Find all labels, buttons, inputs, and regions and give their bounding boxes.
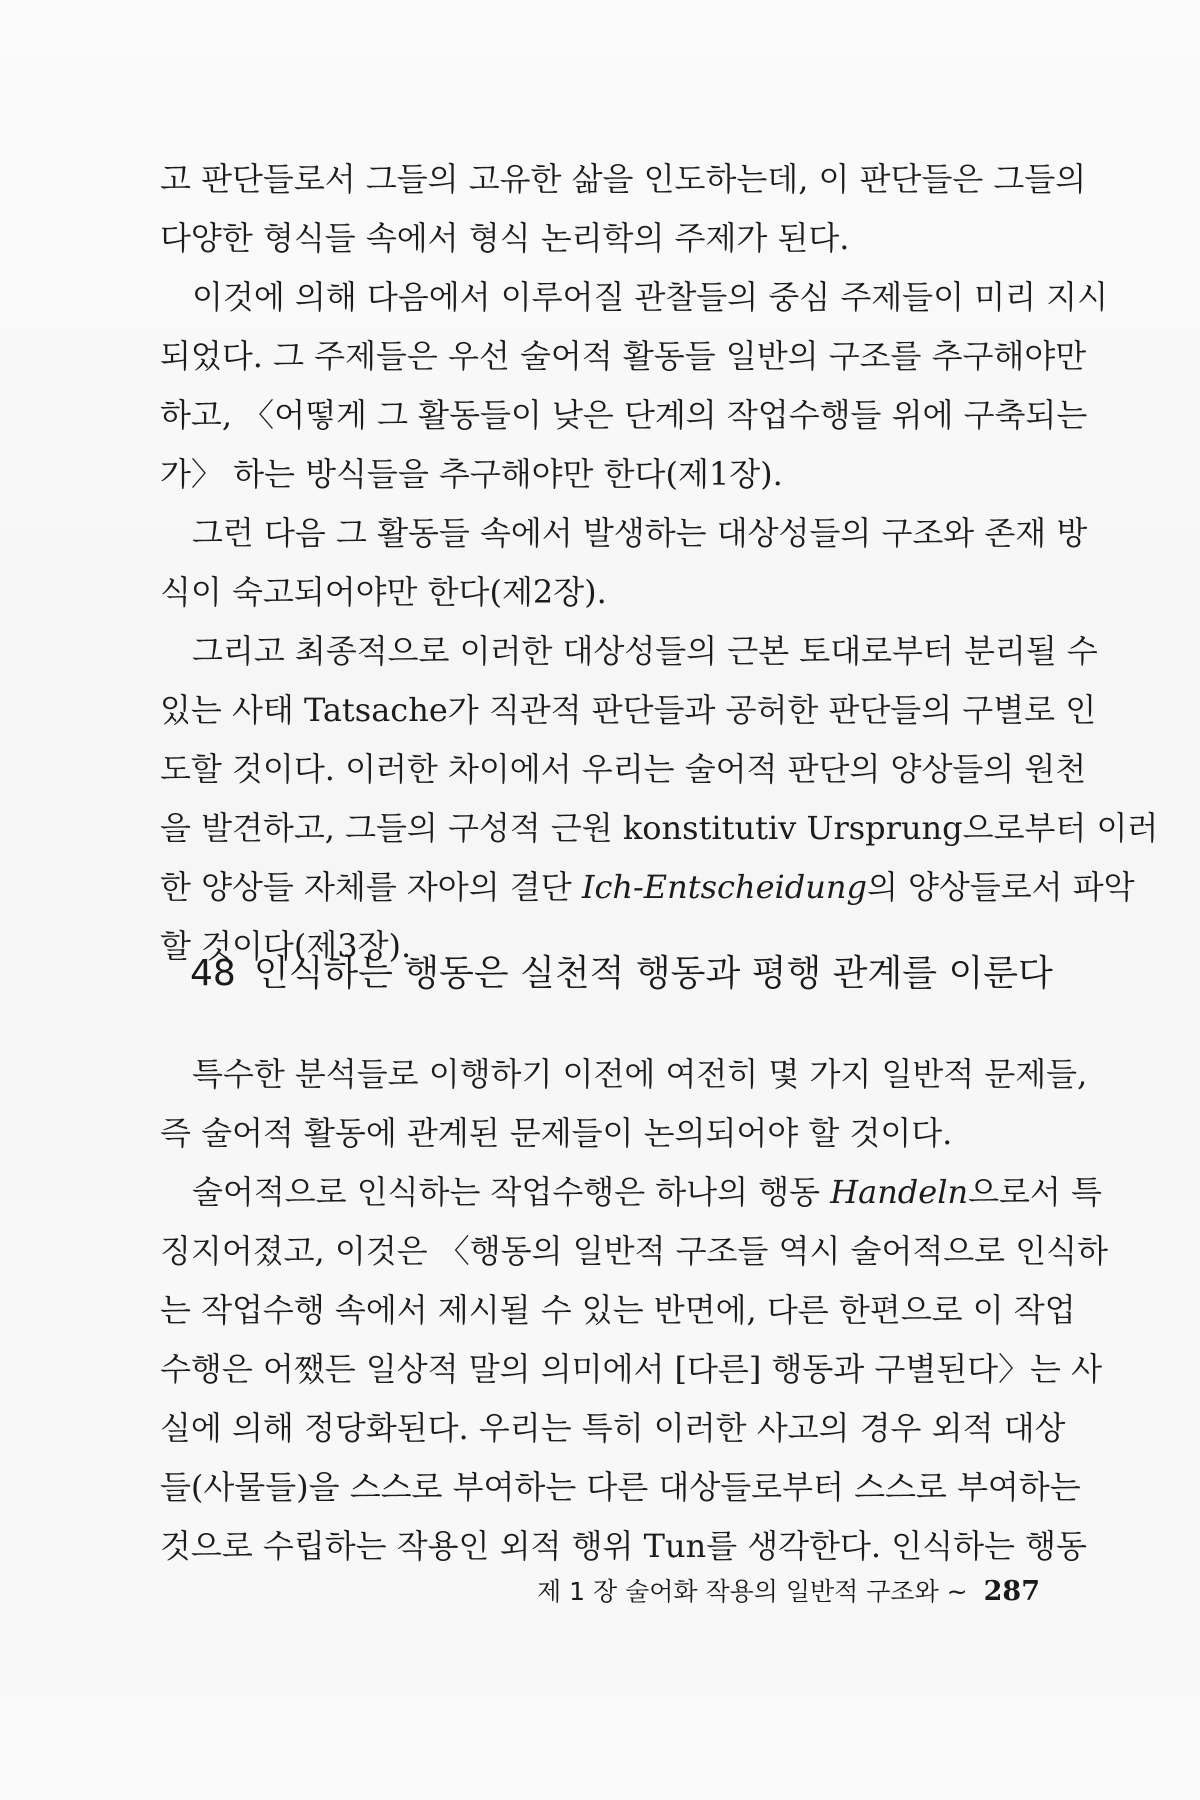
text-line: 을 발견하고, 그들의 구성적 근원 konstitutiv Ursprung으로부터 이러 [160, 809, 1159, 847]
text-line: 고 판단들로서 그들의 고유한 삶을 인도하는데, 이 판단들은 그들의 [160, 160, 1087, 198]
text-line: 있는 사태 Tatsache가 직관적 판단들과 공허한 판단들의 구별로 인 [160, 691, 1097, 729]
text-line: 그런 다음 그 활동들 속에서 발생하는 대상성들의 구조와 존재 방 [192, 514, 1088, 552]
text-line: 들(사물들)을 스스로 부여하는 다른 대상들로부터 스스로 부여하는 [160, 1468, 1081, 1506]
text-line: 즉 술어적 활동에 관계된 문제들이 논의되어야 할 것이다. [160, 1114, 953, 1152]
text-line: 이것에 의해 다음에서 이루어질 관찰들의 중심 주제들이 미리 지시 [192, 278, 1109, 316]
text-fragment: 으로서 특 [968, 1173, 1102, 1211]
section-heading [190, 945, 1053, 996]
text-fragment: 한 양상들 자체를 자아의 결단 [160, 868, 582, 906]
text-line: 징지어졌고, 이것은 〈행동의 일반적 구조들 역시 술어적으로 인식하 [160, 1232, 1109, 1270]
text-line: 가〉 하는 방식들을 추구해야만 한다(제1장). [160, 455, 783, 493]
text-fragment: 술어적으로 인식하는 작업수행은 하나의 행동 [192, 1173, 831, 1211]
running-head: 제 1 장 술어화 작용의 일반적 구조와 ~ [537, 1577, 968, 1606]
text-line: 수행은 어쨌든 일상적 말의 의미에서 [다른] 행동과 구별된다〉는 사 [160, 1350, 1103, 1388]
section-number: 48 [190, 953, 236, 994]
section-title: 인식하는 행동은 실천적 행동과 평행 관계를 이룬다 [253, 953, 1053, 994]
text-line: 다양한 형식들 속에서 형식 논리학의 주제가 된다. [160, 219, 850, 257]
text-line: 도할 것이다. 이러한 차이에서 우리는 술어적 판단의 양상들의 원천 [160, 750, 1087, 788]
text-line: 특수한 분석들로 이행하기 이전에 여전히 몇 가지 일반적 문제들, [192, 1055, 1088, 1093]
text-line: 것으로 수립하는 작용인 외적 행위 Tun를 생각한다. 인식하는 행동 [160, 1527, 1087, 1565]
italic-term: Ich-Entscheidung [581, 868, 867, 906]
italic-term: Handeln [830, 1173, 969, 1211]
text-line: 식이 숙고되어야만 한다(제2장). [160, 573, 607, 611]
text-line [160, 858, 1135, 917]
page-footer [520, 1572, 1040, 1608]
text-line: 는 작업수행 속에서 제시될 수 있는 반면에, 다른 한편으로 이 작업 [160, 1291, 1076, 1329]
text-line: 하고, 〈어떻게 그 활동들이 낮은 단계의 작업수행들 위에 구축되는 [160, 396, 1088, 434]
text-fragment: 의 양상들로서 파악 [866, 868, 1135, 906]
text-line: 그리고 최종적으로 이러한 대상성들의 근본 토대로부터 분리될 수 [192, 632, 1098, 670]
text-line: 실에 의해 정당화된다. 우리는 특히 이러한 사고의 경우 외적 대상 [160, 1409, 1066, 1447]
text-line: 할 것이다(제3장). [160, 927, 412, 965]
page-number: 287 [983, 1576, 1040, 1607]
section2-body [160, 1045, 1109, 1576]
text-line [160, 1163, 1102, 1222]
text-line: 되었다. 그 주제들은 우선 술어적 활동들 일반의 구조를 추구해야만 [160, 337, 1087, 375]
section1-body [160, 150, 1159, 976]
